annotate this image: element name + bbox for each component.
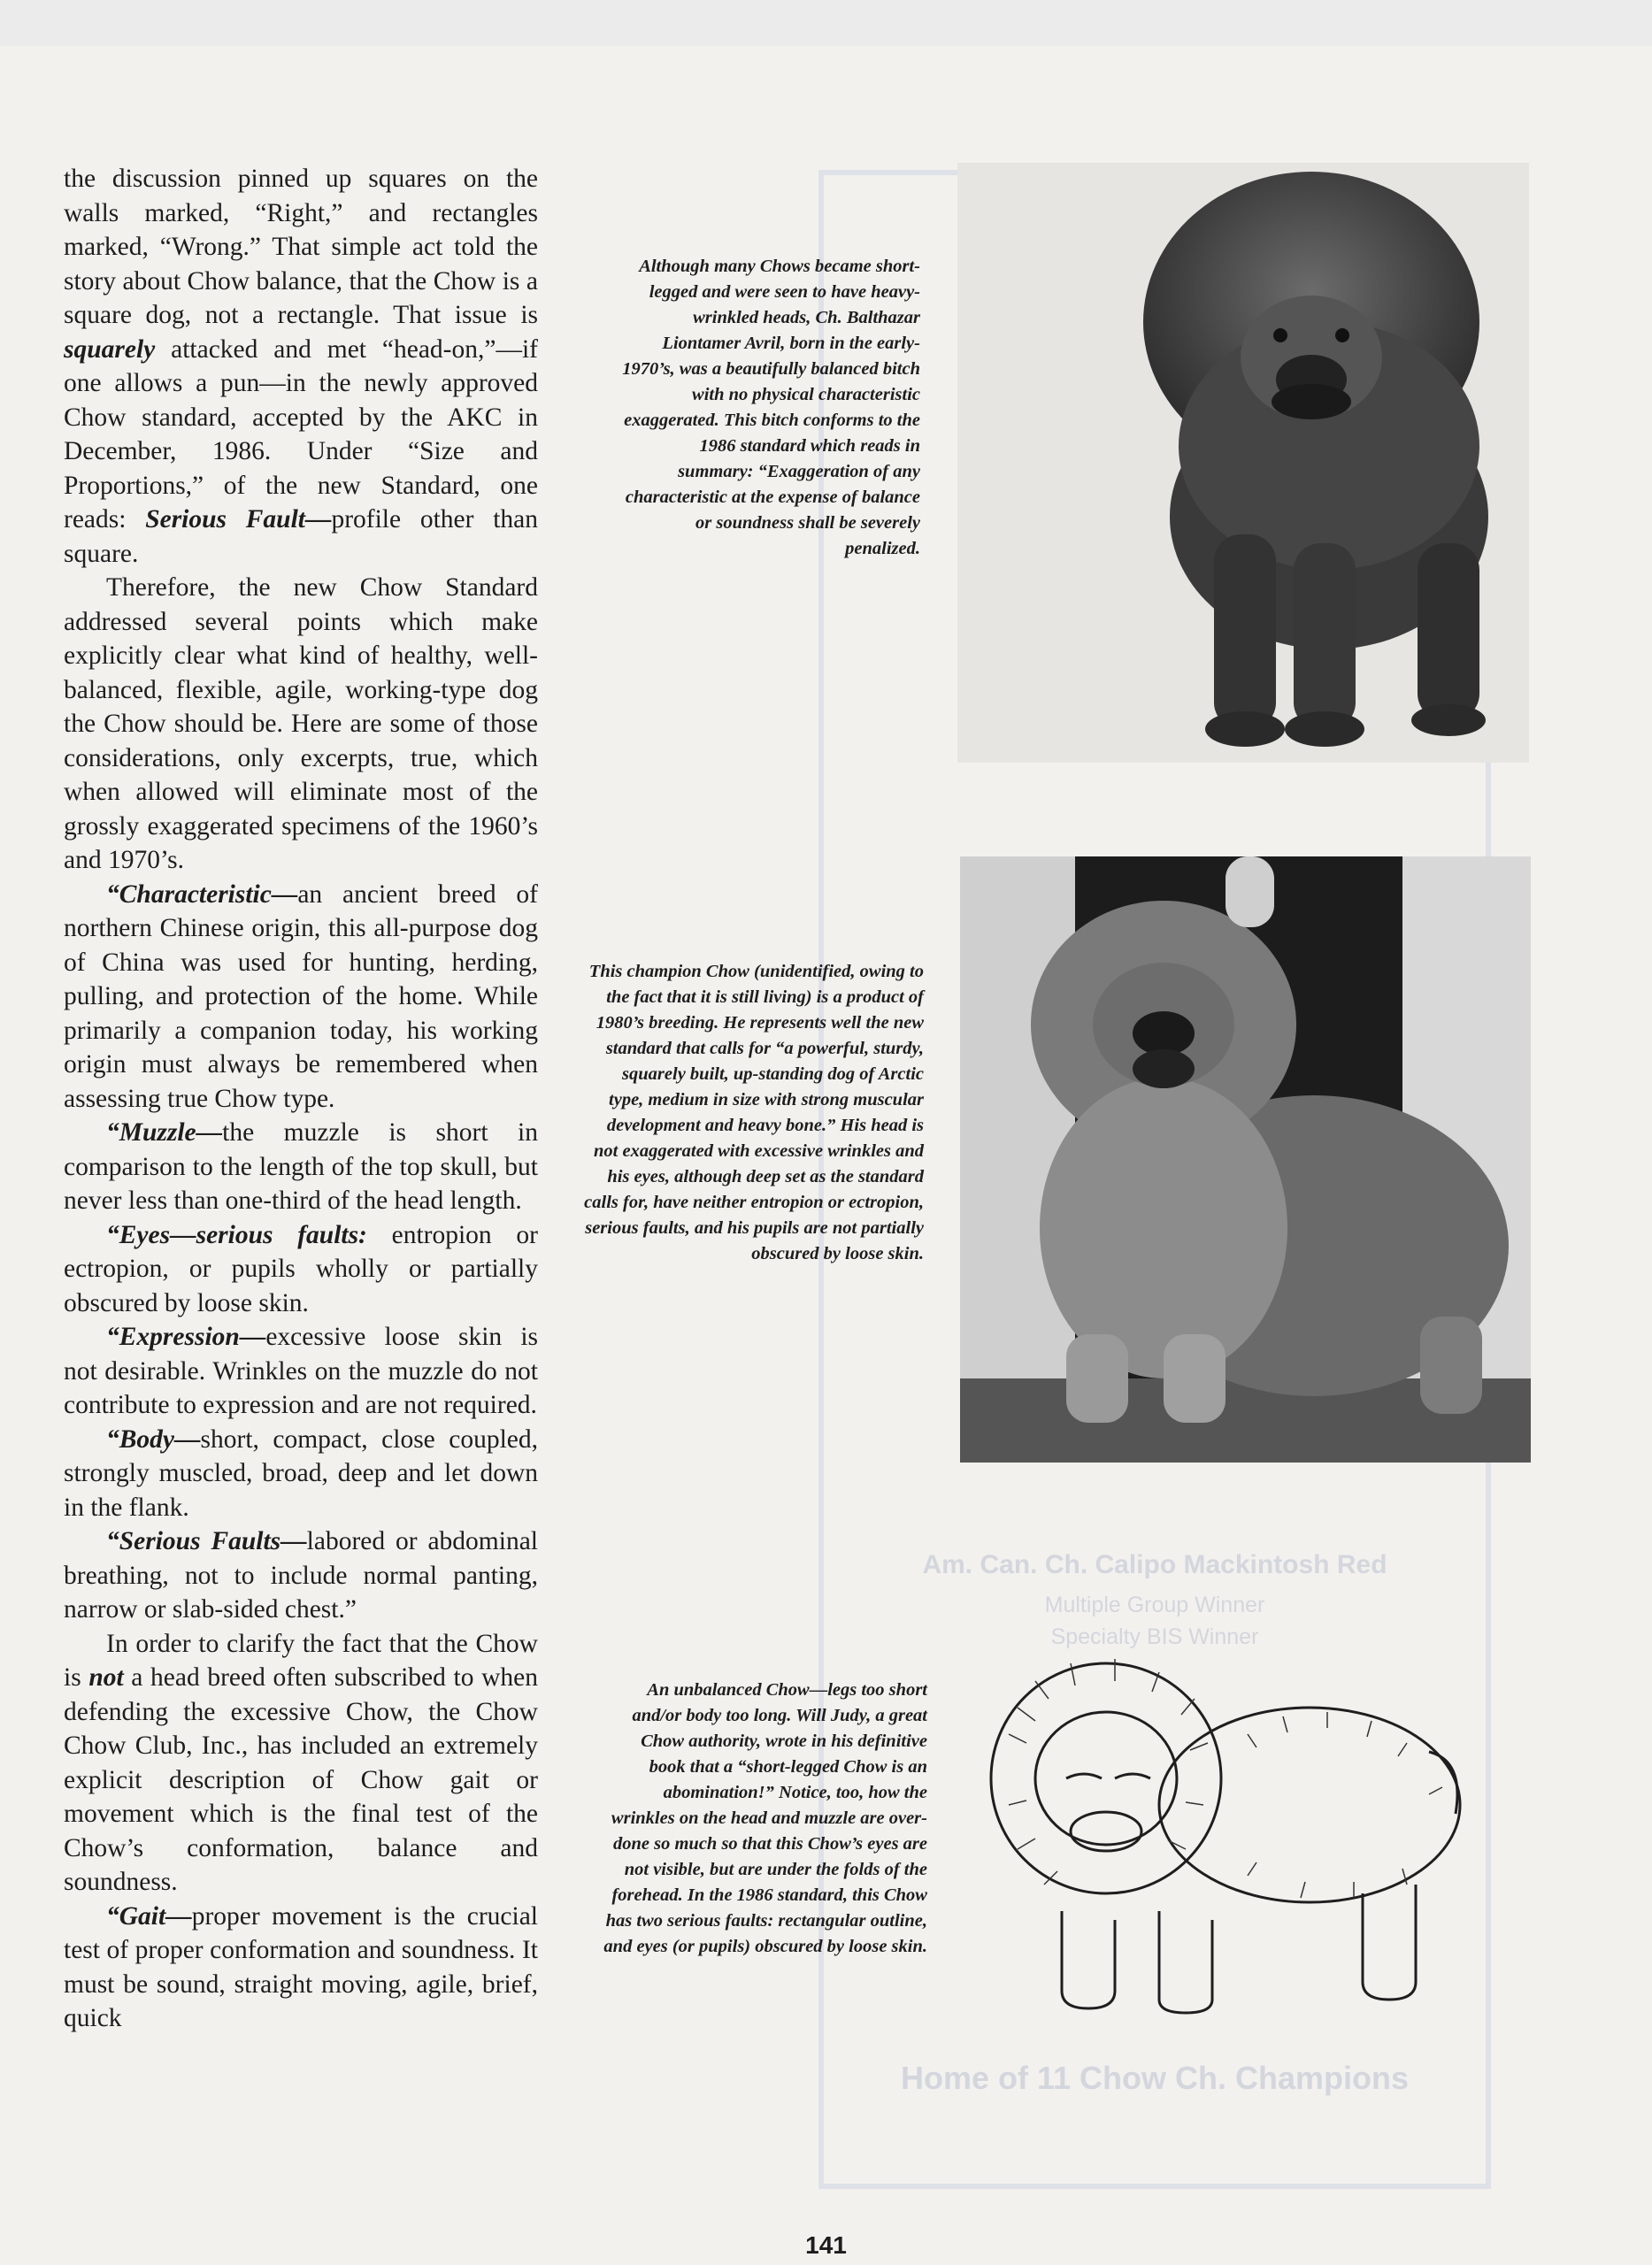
- paragraph-text: entropion or ectropion, or pupils wholly or partially obscured by loose skin.: [64, 1220, 538, 1317]
- article-paragraph: [64, 1218, 538, 1321]
- paragraph-text: the discussion pinned up squares on the walls marked, “Right,” and rectangles marked, “Wrong.” That simple act told the story about Chow balance, that the Chow is a square dog, not a rectangle. That issue is: [64, 165, 538, 329]
- emphasis-text: not: [88, 1663, 124, 1692]
- paragraph-text: Therefore, the new Chow Standard addressed several points which make explicitly clear what kind of healthy, well-balanced, flexible, agile, working-type dog the Chow should be. Here are some of those considerations, only excerpts, true, which when allowed will eliminate most of the grossly exaggerated specimens of the 1960’s and 1970’s.: [64, 573, 538, 874]
- page-number: 141: [805, 2231, 847, 2259]
- article-paragraph: [64, 1320, 538, 1423]
- paragraph-text: short, compact, close coupled, strongly muscled, broad, deep and let down in the flank.: [64, 1424, 538, 1522]
- article-paragraph: [64, 1116, 538, 1218]
- article-paragraph: [64, 878, 538, 1117]
- emphasis-text: “Characteristic—: [106, 879, 298, 909]
- article-text-column: [64, 162, 538, 2036]
- paragraph-text: excessive loose skin is not desirable. Wrinkles on the muzzle do not contribute to expression and are not required.: [64, 1323, 538, 1419]
- emphasis-text: “Eyes—serious faults:: [106, 1220, 367, 1249]
- paragraph-text: In order to clarify the fact that the Chow is: [64, 1629, 538, 1692]
- paragraph-text: a head breed often subscribed to when defending the excessive Chow, the Chow Chow Club, Inc., has included an extremely explicit description of Chow gait or movement which is the final test of the Chow’s conformation, balance and soundness.: [64, 1663, 538, 1896]
- caption-drawing: An unbalanced Chow—legs too short and/or body too long. Will Judy, a great Chow authority, wrote in his definitive book that a “short-legged Chow is an abomination!” Notice, too, how the wrinkles on the head and muzzle are over-done so much so that this Chow’s eyes are not visible, but are under the folds of the forehead. In the 1986 standard, this Chow has two serious faults: rectangular outline, and eyes (or pupils) obscured by loose skin.: [603, 1680, 927, 1956]
- bleed-through-line-3: Specialty BIS Winner: [1050, 1624, 1259, 1649]
- paragraph-text: labored or abdominal breathing, not to include normal panting, narrow or slab-sided chest.”: [64, 1527, 538, 1624]
- article-paragraph: [64, 1900, 538, 2036]
- paragraph-text: proper movement is the crucial test of proper conformation and soundness. It must be sound, straight moving, agile, brief, quick: [64, 1901, 538, 2032]
- emphasis-text: “Body—: [106, 1424, 201, 1454]
- caption-photo-2: This champion Chow (unidentified, owing to the fact that it is still living) is a product of 1980’s breeding. He represents well the new standard that calls for “a powerful, sturdy, squarely built, up-standing dog of Arctic type, medium in size with strong muscular development and heavy bone.” His head is not exaggerated with excessive wrinkles and his eyes, although deep set as the standard calls for, have neither entropion or ectropion, serious faults, and his pupils are not partially obscured by loose skin.: [584, 962, 924, 1263]
- emphasis-text: Serious Fault—: [145, 505, 332, 534]
- article-paragraph: [64, 571, 538, 878]
- article-paragraph: [64, 162, 538, 571]
- chow-standing-photo-graphic: [957, 163, 1529, 763]
- chow-photo-balthazar: [957, 163, 1529, 763]
- emphasis-text: squarely: [64, 334, 156, 364]
- bleed-through-line-2: Multiple Group Winner: [1044, 1593, 1265, 1617]
- caption-photo-1: Although many Chows became short-legged and were seen to have heavy-wrinkled heads, Ch. Balthazar Liontamer Avril, born in the early-1970’s, was a beautifully balanced bitch with no physical characteristic exaggerated. This bitch conforms to the 1986 standard which reads in summary: “Exaggeration of any characteristic at the expense of balance or soundness shall be severely penalized.: [622, 257, 920, 558]
- bleed-through-line-1: Am. Can. Ch. Calipo Mackintosh Red: [922, 1550, 1387, 1579]
- paragraph-text: the muzzle is short in comparison to the length of the top skull, but never less than one-third of the head length.: [64, 1118, 538, 1215]
- scan-top-band: [0, 0, 1652, 46]
- bleed-through-line-4: Home of 11 Chow Ch. Champions: [900, 2060, 1410, 2096]
- emphasis-text: “Expression—: [106, 1323, 266, 1351]
- paragraph-text: an ancient breed of northern Chinese origin, this all-purpose dog of China was used for hunting, herding, pulling, and protection of the home. While primarily a companion today, his working origin must always be remembered when assessing true Chow type.: [64, 879, 538, 1113]
- chow-drawing-unbalanced: [982, 1646, 1478, 2035]
- emphasis-text: “Gait—: [106, 1901, 192, 1931]
- article-paragraph: [64, 1423, 538, 1525]
- paragraph-text: attacked and met “head-on,”—if one allows a pun—in the newly approved Chow standard, accepted by the AKC in December, 1986. Under “Size and Proportions,” of the new Standard, one reads:: [64, 334, 538, 534]
- emphasis-text: “Serious Faults—: [106, 1527, 307, 1555]
- emphasis-text: “Muzzle—: [106, 1118, 223, 1147]
- unbalanced-chow-sketch: [982, 1646, 1478, 2035]
- paragraph-text: profile other than square.: [64, 505, 538, 568]
- article-paragraph: [64, 1627, 538, 1900]
- chow-photo-champion: [960, 856, 1531, 1463]
- chow-champion-photo-graphic: [960, 856, 1531, 1463]
- article-paragraph: [64, 1524, 538, 1627]
